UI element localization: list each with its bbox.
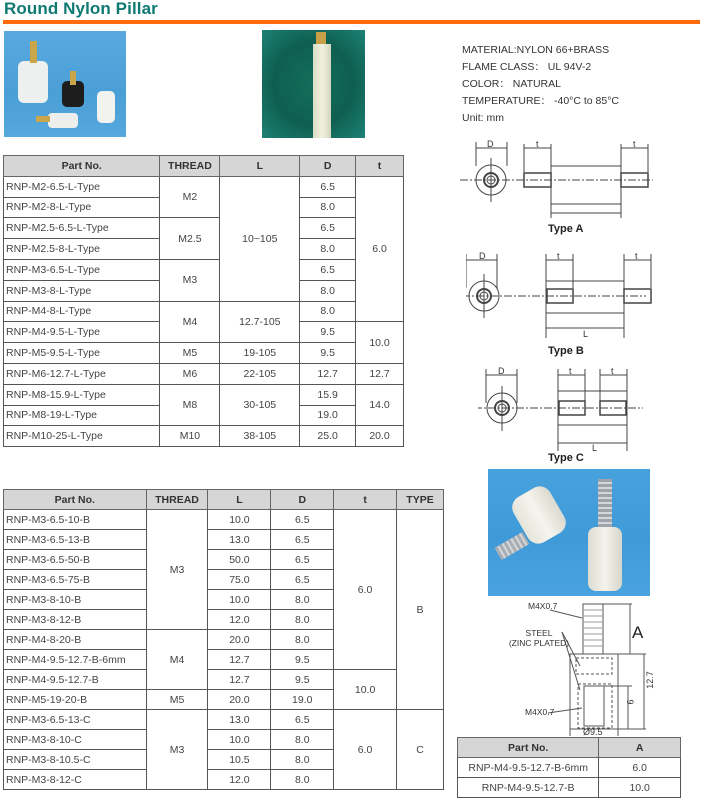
material-specs xyxy=(462,42,619,127)
dim-height-label: 12.7 xyxy=(644,671,655,689)
type-a-caption: Type A xyxy=(548,223,584,235)
col-header-thread: THREAD xyxy=(160,156,220,177)
l-type-spec-table xyxy=(3,155,404,447)
part-no-cell: RNP-M6-12.7-L-Type xyxy=(4,363,160,384)
l-cell: 10~105 xyxy=(220,176,300,301)
thread-cell: M8 xyxy=(160,384,220,426)
part-no-cell: RNP-M3-8-12-C xyxy=(4,770,147,790)
page-title: Round Nylon Pillar xyxy=(4,0,158,18)
l-cell: 10.0 xyxy=(208,730,271,750)
l-cell: 10.0 xyxy=(208,590,271,610)
thread-cell: M5 xyxy=(146,690,208,710)
l-cell: 20.0 xyxy=(208,630,271,650)
l-cell: 30-105 xyxy=(220,384,300,426)
svg-text:t: t xyxy=(536,139,539,149)
material-note: STEEL (ZINC PLATED) xyxy=(508,628,570,648)
part-no-cell: RNP-M5-19-20-B xyxy=(4,690,147,710)
t-cell: 10.0 xyxy=(334,670,397,710)
table-header-row xyxy=(458,738,681,758)
table-row xyxy=(458,778,681,798)
col-header-l: L xyxy=(220,156,300,177)
svg-text:D: D xyxy=(479,251,486,261)
l-cell: 50.0 xyxy=(208,550,271,570)
d-cell: 12.7 xyxy=(300,363,356,384)
svg-text:t: t xyxy=(557,251,560,261)
table-row xyxy=(4,301,404,322)
type-a-diagram xyxy=(458,136,658,218)
l-cell: 10.0 xyxy=(208,510,271,530)
d-cell: 19.0 xyxy=(300,405,356,426)
col-header-d: D xyxy=(271,490,334,510)
type-cell: B xyxy=(397,510,444,710)
type-b-diagram xyxy=(466,248,656,338)
part-no-cell: RNP-M5-9.5-L-Type xyxy=(4,343,160,364)
type-c-caption: Type C xyxy=(548,452,584,464)
l-cell: 12.0 xyxy=(208,770,271,790)
svg-text:t: t xyxy=(635,251,638,261)
d-cell: 8.0 xyxy=(271,730,334,750)
part-no-cell: RNP-M4-8-L-Type xyxy=(4,301,160,322)
d-cell: 8.0 xyxy=(300,280,356,301)
type-c-diagram xyxy=(478,363,648,451)
type-cell: C xyxy=(397,710,444,790)
product-photo-single xyxy=(262,30,365,138)
thread-cell: M4 xyxy=(146,630,208,690)
svg-text:t: t xyxy=(633,139,636,149)
d-cell: 8.0 xyxy=(271,610,334,630)
table-row xyxy=(4,218,404,239)
d-cell: 8.0 xyxy=(300,239,356,260)
d-cell: 8.0 xyxy=(300,197,356,218)
l-cell: 22-105 xyxy=(220,363,300,384)
spec-unit: Unit: mm xyxy=(462,112,504,124)
t-cell: 12.7 xyxy=(356,363,404,384)
table-row xyxy=(4,384,404,405)
thread-cell: M2 xyxy=(160,176,220,218)
thread-cell: M3 xyxy=(146,510,208,630)
product-photo-threaded-pillars xyxy=(488,469,650,596)
part-no-cell: RNP-M4-9.5-12.7-B-6mm xyxy=(4,650,147,670)
l-cell: 19-105 xyxy=(220,343,300,364)
thread-cell: M6 xyxy=(160,363,220,384)
thread-bottom-label: M4X0.7 xyxy=(525,707,555,717)
d-cell: 9.5 xyxy=(271,650,334,670)
dim-label-a: A xyxy=(632,623,644,642)
part-no-cell: RNP-M3-6.5-10-B xyxy=(4,510,147,530)
col-header-thread: THREAD xyxy=(146,490,208,510)
l-cell: 20.0 xyxy=(208,690,271,710)
d-cell: 8.0 xyxy=(300,301,356,322)
part-no-cell: RNP-M3-6.5-13-B xyxy=(4,530,147,550)
col-header-t: t xyxy=(356,156,404,177)
part-no-cell: RNP-M4-9.5-12.7-B xyxy=(4,670,147,690)
a-cell: 10.0 xyxy=(599,778,681,798)
part-no-cell: RNP-M3-6.5-L-Type xyxy=(4,259,160,280)
table-row xyxy=(4,426,404,447)
d-cell: 6.5 xyxy=(300,259,356,280)
t-cell: 10.0 xyxy=(356,322,404,364)
d-cell: 8.0 xyxy=(271,770,334,790)
t-cell: 6.0 xyxy=(356,176,404,322)
col-header-type: TYPE xyxy=(397,490,444,510)
part-no-cell: RNP-M3-8-L-Type xyxy=(4,280,160,301)
table-row xyxy=(4,710,444,730)
part-no-cell: RNP-M2.5-8-L-Type xyxy=(4,239,160,260)
thread-top-label: M4X0.7 xyxy=(528,601,558,611)
l-cell: 13.0 xyxy=(208,530,271,550)
svg-text:t: t xyxy=(611,366,614,376)
t-cell: 20.0 xyxy=(356,426,404,447)
spec-color: COLOR： NATURAL xyxy=(462,78,561,90)
table-row xyxy=(4,670,444,690)
d-cell: 8.0 xyxy=(271,590,334,610)
table-row xyxy=(4,510,444,530)
thread-cell: M4 xyxy=(160,301,220,343)
svg-text:t: t xyxy=(569,366,572,376)
part-no-cell: RNP-M4-9.5-12.7-B-6mm xyxy=(458,758,599,778)
part-no-cell: RNP-M3-8-10-B xyxy=(4,590,147,610)
thread-cell: M2.5 xyxy=(160,218,220,260)
l-cell: 12.7-105 xyxy=(220,301,300,343)
thread-cell: M10 xyxy=(160,426,220,447)
spec-flame-class: FLAME CLASS： UL 94V-2 xyxy=(462,61,592,73)
spec-temperature: TEMPERATURE： -40°C to 85°C xyxy=(462,95,619,107)
d-cell: 6.5 xyxy=(271,550,334,570)
table-row xyxy=(4,176,404,197)
col-header-t: t xyxy=(334,490,397,510)
part-no-cell: RNP-M8-15.9-L-Type xyxy=(4,384,160,405)
l-cell: 38-105 xyxy=(220,426,300,447)
dim-label-d: D xyxy=(487,139,494,149)
part-no-cell: RNP-M3-8-10-C xyxy=(4,730,147,750)
d-cell: 6.5 xyxy=(271,530,334,550)
d-cell: 25.0 xyxy=(300,426,356,447)
l-cell: 75.0 xyxy=(208,570,271,590)
l-cell: 12.7 xyxy=(208,650,271,670)
part-no-cell: RNP-M3-6.5-75-B xyxy=(4,570,147,590)
d-cell: 8.0 xyxy=(271,630,334,650)
d-cell: 9.5 xyxy=(271,670,334,690)
svg-text:L: L xyxy=(583,329,589,338)
part-no-cell: RNP-M2.5-6.5-L-Type xyxy=(4,218,160,239)
table-header-row xyxy=(4,490,444,510)
l-cell: 12.0 xyxy=(208,610,271,630)
col-header-part-no: Part No. xyxy=(4,156,160,177)
title-divider xyxy=(3,20,700,24)
d-cell: 9.5 xyxy=(300,322,356,343)
thread-cell: M3 xyxy=(160,259,220,301)
a-dimension-table xyxy=(457,737,681,798)
d-cell: 6.5 xyxy=(271,710,334,730)
a-cell: 6.0 xyxy=(599,758,681,778)
product-photo-assortment xyxy=(4,31,126,137)
t-cell: 6.0 xyxy=(334,510,397,670)
d-cell: 6.5 xyxy=(300,218,356,239)
t-cell: 14.0 xyxy=(356,384,404,426)
col-header-part-no: Part No. xyxy=(458,738,599,758)
part-no-cell: RNP-M3-6.5-13-C xyxy=(4,710,147,730)
l-cell: 13.0 xyxy=(208,710,271,730)
d-cell: 6.5 xyxy=(300,176,356,197)
dim-diameter-label: Ø9.5 xyxy=(583,727,603,737)
part-no-cell: RNP-M4-9.5-L-Type xyxy=(4,322,160,343)
col-header-d: D xyxy=(300,156,356,177)
part-no-cell: RNP-M3-6.5-50-B xyxy=(4,550,147,570)
thread-cell: M3 xyxy=(146,710,208,790)
part-no-cell: RNP-M10-25-L-Type xyxy=(4,426,160,447)
table-row xyxy=(4,259,404,280)
table-row xyxy=(4,343,404,364)
dim-depth-label: 6 xyxy=(625,699,636,705)
part-no-cell: RNP-M3-8-12-B xyxy=(4,610,147,630)
svg-text:D: D xyxy=(498,366,505,376)
part-no-cell: RNP-M8-19-L-Type xyxy=(4,405,160,426)
col-header-part-no: Part No. xyxy=(4,490,147,510)
svg-text:L: L xyxy=(592,443,598,451)
t-cell: 6.0 xyxy=(334,710,397,790)
thread-cell: M5 xyxy=(160,343,220,364)
d-cell: 9.5 xyxy=(300,343,356,364)
l-cell: 12.7 xyxy=(208,670,271,690)
d-cell: 6.5 xyxy=(271,570,334,590)
type-b-caption: Type B xyxy=(548,345,584,357)
table-header-row xyxy=(4,156,404,177)
d-cell: 19.0 xyxy=(271,690,334,710)
d-cell: 6.5 xyxy=(271,510,334,530)
part-no-cell: RNP-M2-8-L-Type xyxy=(4,197,160,218)
part-no-cell: RNP-M2-6.5-L-Type xyxy=(4,176,160,197)
spec-material: MATERIAL:NYLON 66+BRASS xyxy=(462,44,610,56)
col-header-l: L xyxy=(208,490,271,510)
b-c-type-spec-table xyxy=(3,489,444,790)
table-row xyxy=(458,758,681,778)
l-cell: 10.5 xyxy=(208,750,271,770)
part-no-cell: RNP-M4-8-20-B xyxy=(4,630,147,650)
d-cell: 8.0 xyxy=(271,750,334,770)
part-no-cell: RNP-M4-9.5-12.7-B xyxy=(458,778,599,798)
col-header-a: A xyxy=(599,738,681,758)
d-cell: 15.9 xyxy=(300,384,356,405)
part-no-cell: RNP-M3-8-10.5-C xyxy=(4,750,147,770)
table-row xyxy=(4,363,404,384)
